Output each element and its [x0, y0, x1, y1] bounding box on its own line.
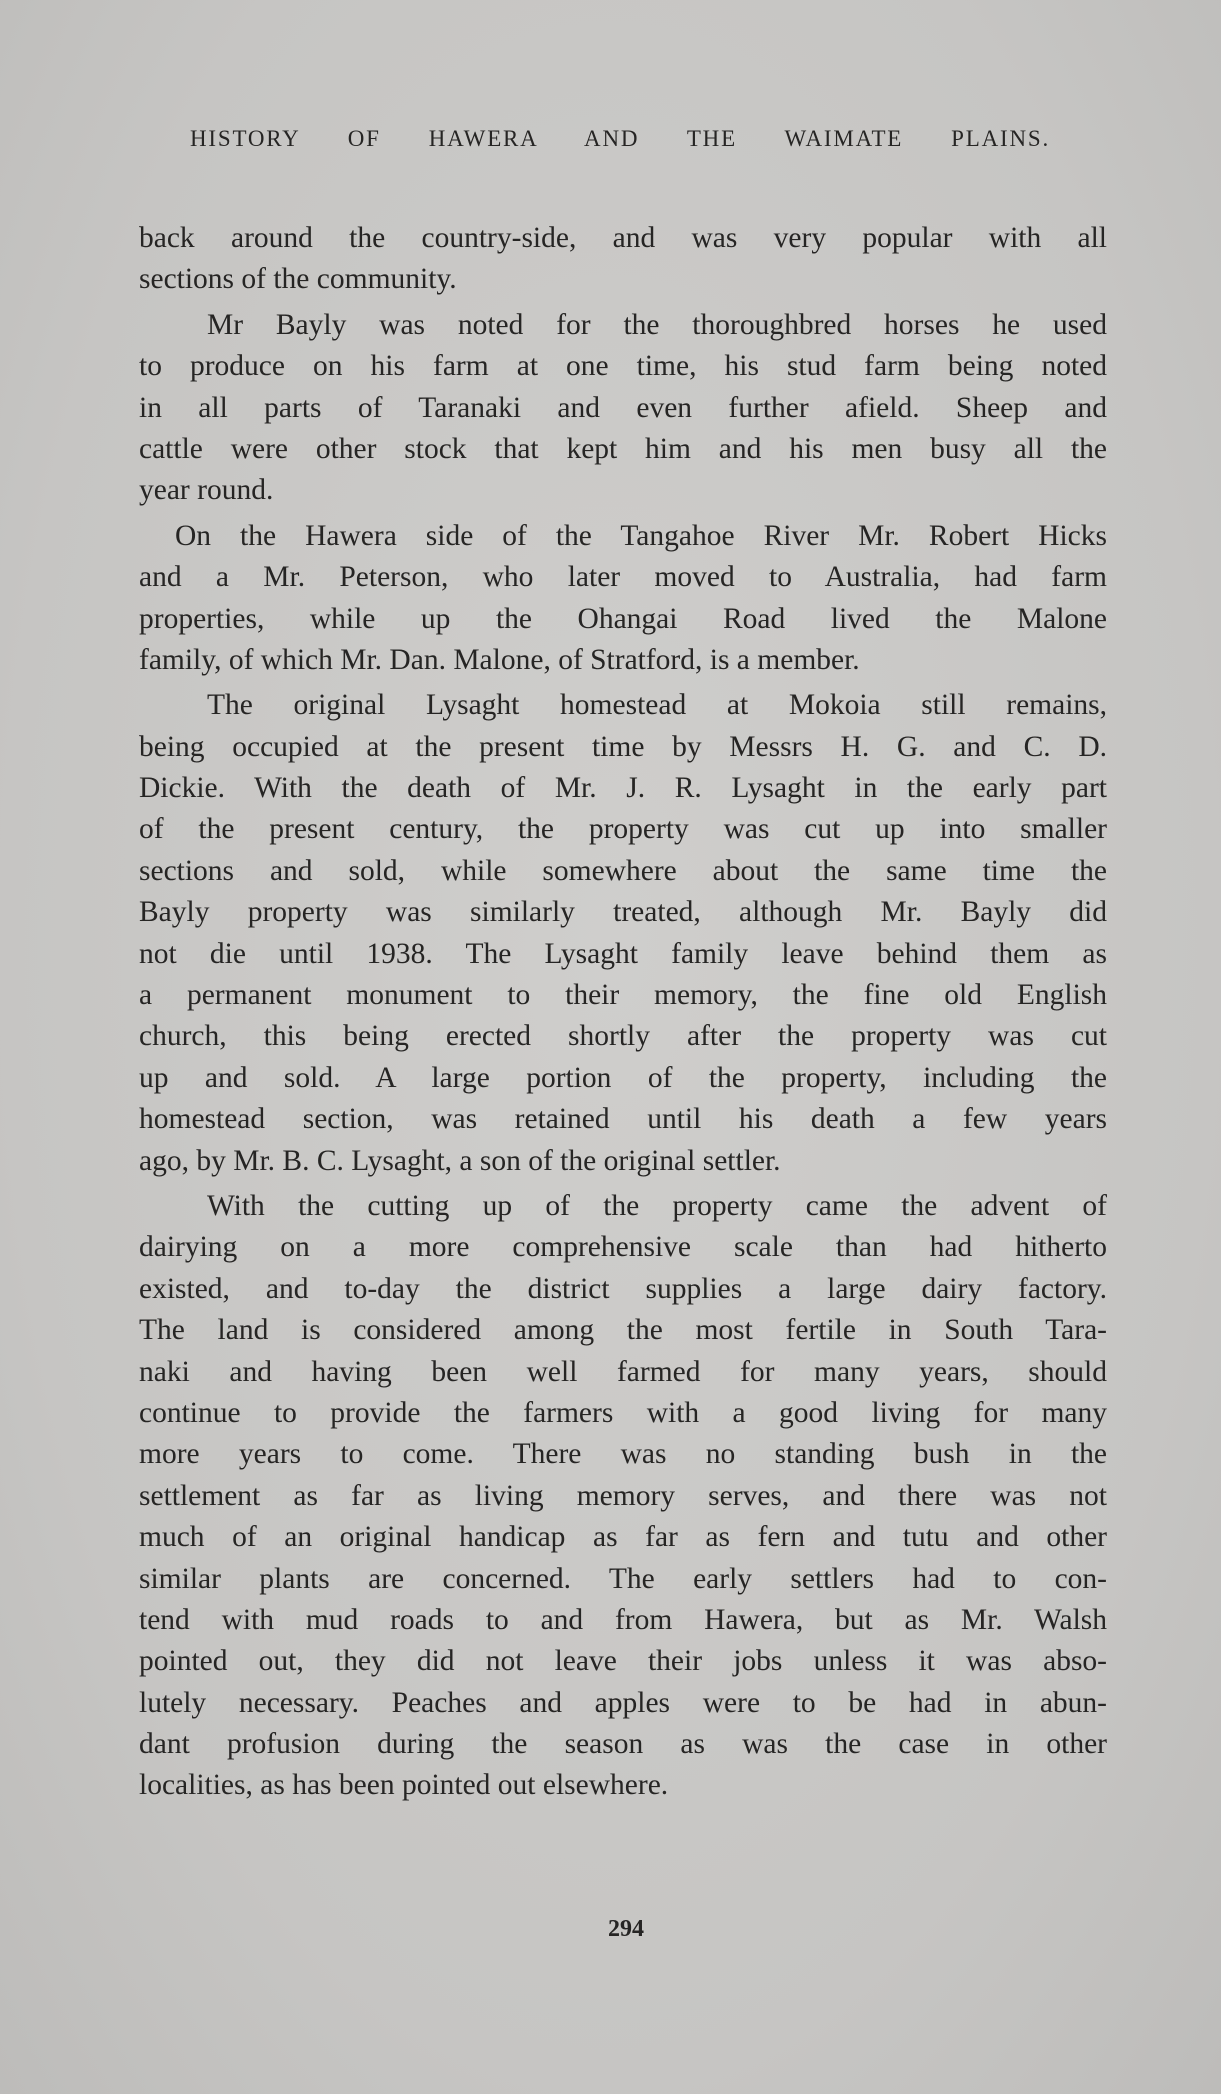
- text-line: in all parts of Taranaki and even further afield. Sheep and: [139, 391, 1107, 424]
- text-line: cattle were other stock that kept him and his men busy all the: [139, 432, 1107, 465]
- text-line: With the cutting up of the property came the advent of: [207, 1189, 1107, 1222]
- text-line: up and sold. A large portion of the property, including the: [139, 1061, 1107, 1094]
- text-line: pointed out, they did not leave their jobs unless it was abso-: [139, 1645, 1107, 1678]
- text-line: The land is considered among the most fertile in South Tara-: [139, 1314, 1107, 1347]
- text-line: and a Mr. Peterson, who later moved to Australia, had farm: [139, 561, 1107, 594]
- paragraph: [139, 1186, 1107, 1807]
- text-line: localities, as has been pointed out elsewhere.: [139, 1769, 669, 1802]
- text-line: to produce on his farm at one time, his stud farm being noted: [139, 350, 1107, 383]
- paragraph: [139, 305, 1107, 512]
- text-line: of the present century, the property was cut up into smaller: [139, 813, 1107, 846]
- page-body: [139, 218, 1107, 1811]
- text-line: homestead section, was retained until his death a few years: [139, 1103, 1107, 1136]
- text-line: settlement as far as living memory serves, and there was not: [139, 1479, 1107, 1512]
- page-number: 294: [608, 1916, 644, 1942]
- text-line: not die until 1938. The Lysaght family leave behind them as: [139, 937, 1107, 970]
- text-line: tend with mud roads to and from Hawera, but as Mr. Walsh: [139, 1603, 1107, 1636]
- text-line: existed, and to-day the district supplies a large dairy factory.: [139, 1272, 1107, 1305]
- text-line: naki and having been well farmed for many years, should: [139, 1355, 1107, 1388]
- paragraph: [139, 218, 1107, 301]
- text-line: Dickie. With the death of Mr. J. R. Lysaght in the early part: [139, 772, 1107, 805]
- text-line: similar plants are concerned. The early settlers had to con-: [139, 1562, 1107, 1595]
- text-line: sections and sold, while somewhere about the same time the: [139, 854, 1107, 887]
- text-line: The original Lysaght homestead at Mokoia still remains,: [207, 689, 1107, 722]
- text-line: On the Hawera side of the Tangahoe River Mr. Robert Hicks: [175, 519, 1107, 552]
- text-line: dairying on a more comprehensive scale than had hitherto: [139, 1231, 1107, 1264]
- text-line: family, of which Mr. Dan. Malone, of Stratford, is a member.: [139, 643, 860, 676]
- text-line: year round.: [139, 474, 274, 507]
- running-header: HISTORY OF HAWERA AND THE WAIMATE PLAINS.: [190, 126, 1050, 151]
- text-line: ago, by Mr. B. C. Lysaght, a son of the original settler.: [139, 1144, 781, 1177]
- text-line: dant profusion during the season as was the case in other: [139, 1728, 1107, 1761]
- text-line: Bayly property was similarly treated, although Mr. Bayly did: [139, 896, 1107, 929]
- text-line: continue to provide the farmers with a good living for many: [139, 1396, 1107, 1429]
- text-line: more years to come. There was no standing bush in the: [139, 1438, 1107, 1471]
- text-line: a permanent monument to their memory, the fine old English: [139, 979, 1107, 1012]
- text-line: Mr Bayly was noted for the thoroughbred horses he used: [207, 308, 1107, 341]
- text-line: sections of the community.: [139, 263, 457, 296]
- text-line: properties, while up the Ohangai Road lived the Malone: [139, 602, 1107, 635]
- text-line: back around the country-side, and was very popular with all: [139, 222, 1107, 254]
- text-line: much of an original handicap as far as fern and tutu and other: [139, 1521, 1107, 1554]
- paragraph: [139, 685, 1107, 1182]
- paragraph: [139, 516, 1107, 682]
- text-line: being occupied at the present time by Messrs H. G. and C. D.: [139, 730, 1107, 763]
- text-line: lutely necessary. Peaches and apples were to be had in abun-: [139, 1686, 1107, 1719]
- text-line: church, this being erected shortly after the property was cut: [139, 1020, 1107, 1053]
